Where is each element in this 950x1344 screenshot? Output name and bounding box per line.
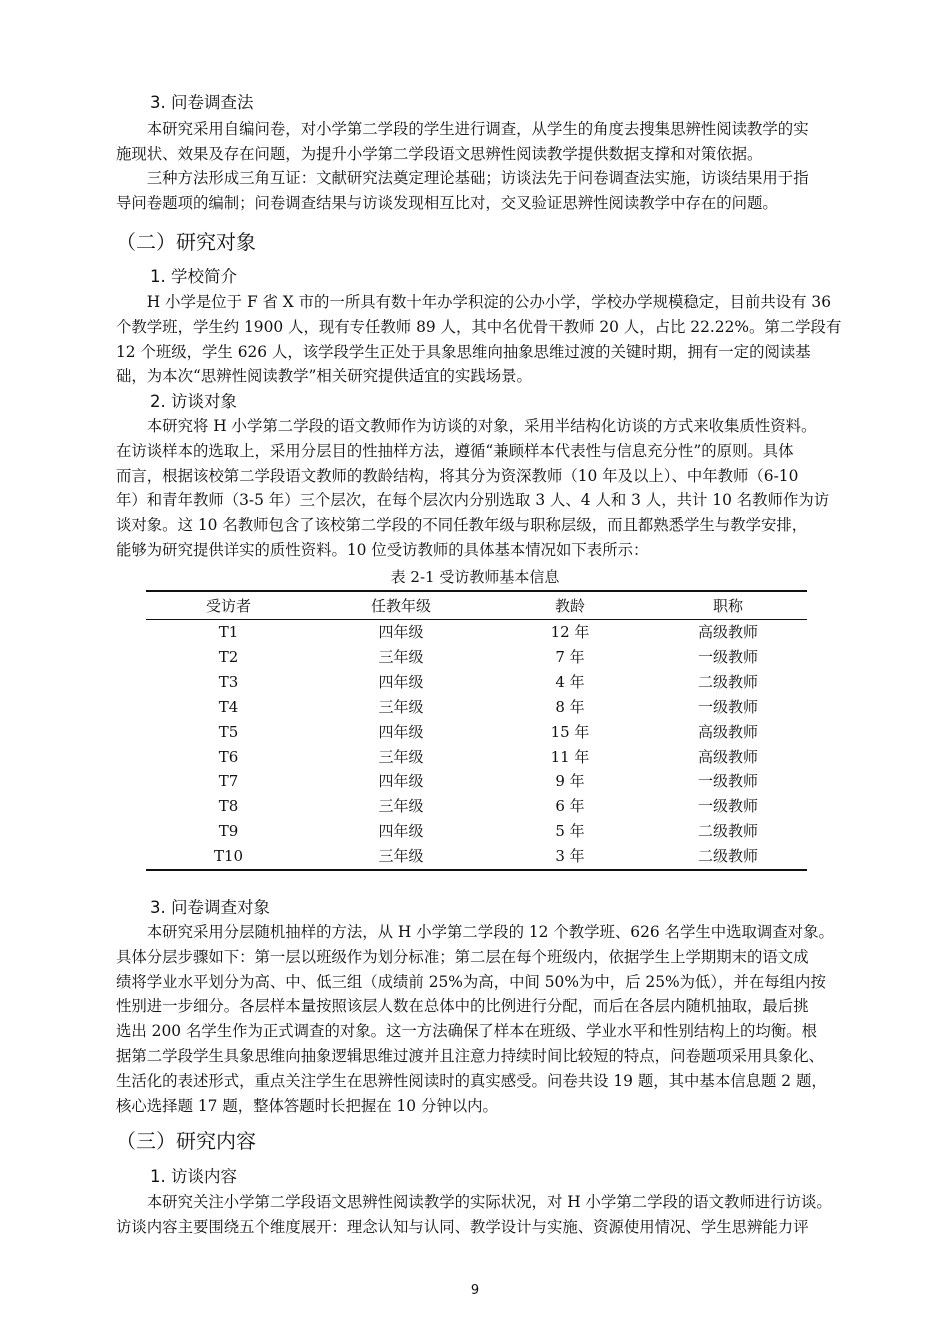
text-line: 施现状、效果及存在问题，为提升小学第二学段语文思辨性阅读教学提供数据支撑和对策依据。 [116, 144, 763, 163]
paragraph-triangulation [116, 166, 873, 216]
table-cell: 15 年 [550, 722, 590, 741]
table-cell: 3 年 [491, 844, 649, 870]
text-line: 导问卷题项的编制；问卷调查结果与访谈发现相互比对，交叉验证思辨性阅读教学中存在的问题。 [116, 193, 778, 212]
paragraph-interview-content [116, 1190, 873, 1240]
table-cell: 三年级 [378, 697, 424, 716]
table-cell: 三年级 [378, 747, 424, 766]
table-cell: 一级教师 [697, 697, 758, 716]
table-row [146, 620, 807, 645]
text-line: 年）和青年教师（3-5 年）三个层次，在每个层次内分别选取 3 人、4 人和 3 人，共计 10 名教师作为访 [116, 491, 830, 510]
table-row [146, 819, 807, 844]
table-cell: 二级教师 [697, 672, 758, 691]
page-number: 9 [470, 1283, 480, 1298]
subheading-school-intro: 1. 学校简介 [150, 267, 237, 286]
table-cell: 4 年 [555, 672, 585, 691]
section-heading-questionnaire-method: 3. 问卷调查法 [150, 93, 254, 112]
table-row [146, 645, 807, 670]
table-cell: 三年级 [378, 647, 424, 666]
table-cell: 7 年 [555, 647, 585, 666]
table-cell: T5 [218, 722, 239, 741]
column-header: 受访者 [146, 591, 311, 620]
text-line: 绩将学业水平划分为高、中、低三组（成绩前 25%为高，中间 50%为中，后 25%为低），并在每组内按 [116, 972, 826, 991]
table-cell: 四年级 [378, 623, 424, 641]
table-cell: T7 [218, 772, 239, 791]
table-cell: 一级教师 [697, 772, 758, 791]
column-header: 职称 [649, 591, 807, 620]
table-cell: T4 [218, 697, 239, 716]
table-cell: T9 [218, 822, 239, 841]
text-line: 选出 200 名学生作为正式调查的对象。这一方法确保了样本在班级、学业水平和性别结构上的均衡。根 [116, 1022, 817, 1041]
text-line: 本研究采用分层随机抽样的方法，从 H 小学第二学段的 12 个教学班、626 名学生中选取调查对象。 [116, 923, 834, 941]
table-cell: T3 [218, 672, 239, 691]
table-header-row [146, 591, 807, 620]
table-cell: 四年级 [378, 672, 424, 691]
paragraph-school-intro [116, 290, 873, 389]
subheading-interview-subjects: 2. 访谈对象 [150, 392, 237, 411]
table-row [146, 794, 807, 819]
table-cell: 12 年 [550, 623, 590, 641]
text-line: 核心选择题 17 题，整体答题时长把握在 10 分钟以内。 [116, 1096, 498, 1115]
text-line: 生活化的表述形式，重点关注学生在思辨性阅读时的真实感受。问卷共设 19 题，其中基本信息题 2 题， [116, 1071, 827, 1090]
text-line: 访谈内容主要围绕五个维度展开：理念认知与认同、教学设计与实施、资源使用情况、学生思辨能力评 [116, 1217, 809, 1236]
table-caption: 表 2-1 受访教师基本信息 [390, 568, 560, 586]
table-cell: 四年级 [378, 772, 424, 791]
table-row [146, 670, 807, 695]
paragraph-questionnaire-method [116, 117, 873, 167]
text-line: H 小学是位于 F 省 X 市的一所具有数十年办学积淀的公办小学，学校办学规模稳定，目前共设有 36 [116, 293, 832, 311]
paragraph-survey-subjects [116, 920, 873, 1118]
table-cell: T8 [218, 797, 239, 816]
table-row [146, 769, 807, 794]
text-line: 本研究将 H 小学第二学段的语文教师作为访谈的对象，采用半结构化访谈的方式来收集质性资料。 [116, 417, 817, 435]
paragraph-interview-subjects [116, 414, 873, 563]
table-cell: T6 [218, 747, 239, 766]
text-line: 性别进一步细分。各层样本量按照该层人数在总体中的比例进行分配，而后在各层内随机抽取，最后挑 [116, 997, 809, 1016]
text-line: 12 个班级，学生 626 人，该学段学生正处于具象思维向抽象思维过渡的关键时期，拥有一定的阅读基 [116, 342, 811, 361]
table-cell: 三年级 [311, 844, 491, 870]
column-header: 教龄 [491, 591, 649, 620]
table-cell: 一级教师 [697, 797, 758, 816]
text-line: 谈对象。这 10 名教师包含了该校第二学段的不同任教年级与职称层级，而且都熟悉学生与教学安排， [116, 516, 808, 535]
text-line: 据第二学段学生具象思维向抽象逻辑思维过渡并且注意力持续时间比较短的特点，问卷题项采用具象化、 [116, 1046, 824, 1065]
section-heading-research-content: （三）研究内容 [116, 1129, 256, 1153]
table-cell: T2 [218, 647, 239, 666]
table-cell: 5 年 [555, 822, 585, 841]
table-cell: 高级教师 [697, 623, 758, 641]
column-header: 任教年级 [311, 591, 491, 620]
text-line: 本研究关注小学第二学段语文思辨性阅读教学的实际状况，对 H 小学第二学段的语文教师进行访谈。 [116, 1193, 832, 1211]
table-cell: 四年级 [378, 722, 424, 741]
text-line: 具体分层步骤如下：第一层以班级作为划分标准；第二层在每个班级内，依据学生上学期期末的语文成 [116, 947, 809, 966]
table-row [146, 745, 807, 770]
table-cell: T1 [218, 623, 239, 641]
subheading-survey-subjects: 3. 问卷调查对象 [150, 898, 270, 917]
table-cell: 11 年 [550, 747, 590, 766]
table-cell: T10 [146, 844, 311, 870]
table-cell: 8 年 [555, 697, 585, 716]
section-heading-research-subjects: （二）研究对象 [116, 230, 256, 254]
table-cell: 6 年 [555, 797, 585, 816]
table-cell: 二级教师 [649, 844, 807, 870]
table-cell: 三年级 [378, 797, 424, 816]
text-line: 能够为研究提供详实的质性资料。10 位受访教师的具体基本情况如下表所示： [116, 540, 649, 559]
text-line: 本研究采用自编问卷，对小学第二学段的学生进行调查，从学生的角度去搜集思辨性阅读教学的实 [116, 120, 809, 138]
table-cell: 高级教师 [697, 747, 758, 766]
text-line: 础，为本次“思辨性阅读教学”相关研究提供适宜的实践场景。 [116, 367, 532, 386]
table-cell: 四年级 [378, 822, 424, 841]
teacher-info-table [146, 590, 807, 871]
table-row [146, 844, 807, 870]
text-line: 在访谈样本的选取上，采用分层目的性抽样方法，遵循“兼顾样本代表性与信息充分性”的原则。具体 [116, 441, 794, 460]
table-cell: 一级教师 [697, 647, 758, 666]
subheading-interview-content: 1. 访谈内容 [150, 1167, 237, 1186]
table-cell: 高级教师 [697, 722, 758, 741]
table-row [146, 720, 807, 745]
text-line: 个教学班，学生约 1900 人，现有专任教师 89 人，其中名优骨干教师 20 人，占比 22.22%。第二学段有 [116, 317, 842, 336]
text-line: 三种方法形成三角互证：文献研究法奠定理论基础；访谈法先于问卷调查法实施，访谈结果用于指 [116, 169, 809, 187]
table-row [146, 695, 807, 720]
text-line: 而言，根据该校第二学段语文教师的教龄结构，将其分为资深教师（10 年及以上）、中年教师（6-10 [116, 466, 799, 485]
table-cell: 二级教师 [697, 822, 758, 841]
table-cell: 9 年 [555, 772, 585, 791]
